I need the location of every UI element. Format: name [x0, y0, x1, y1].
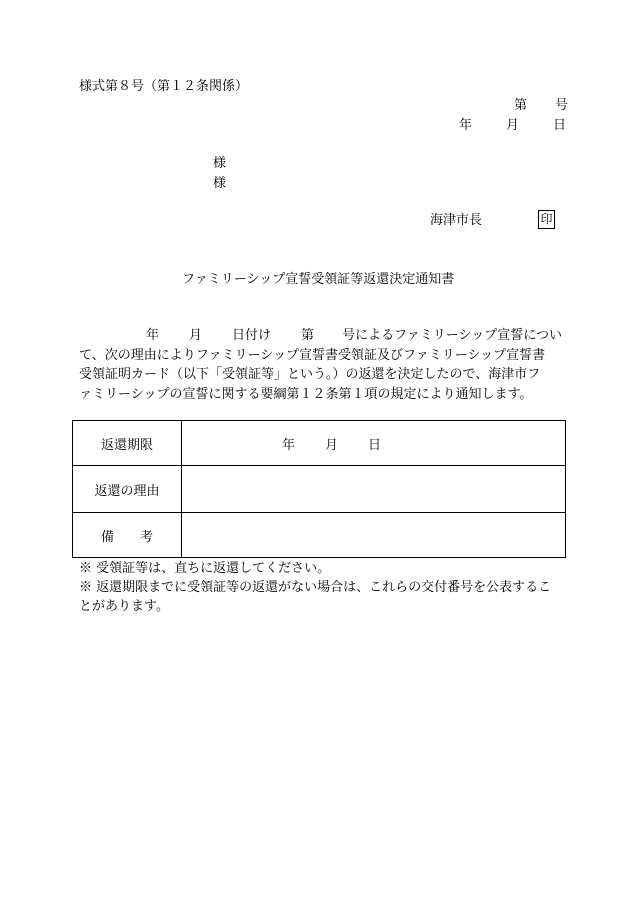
- document-number-line: [514, 98, 568, 114]
- number-suffix: 号: [555, 98, 569, 113]
- number-prefix: 第: [514, 98, 528, 113]
- reason-label: 返還の理由: [73, 466, 182, 513]
- note-1: ※ 受領証等は、直ちに返還してください。: [79, 561, 331, 576]
- body-line-4: ァミリーシップの宣誓に関する要綱第１２条第１項の規定により通知します。: [79, 386, 533, 402]
- reason-value: [182, 466, 566, 513]
- seal-box: 印: [538, 210, 555, 229]
- form-number: 様式第８号（第１２条関係）: [79, 79, 249, 94]
- body-line-2: て、次の理由によりファミリーシップ宣誓書受領証及びファミリーシップ宣誓書: [79, 347, 546, 363]
- body-line-3: 受領証明カード（以下「受領証等」という。）の返還を決定したので、海津市フ: [79, 367, 541, 382]
- date-day: 日: [553, 118, 567, 133]
- date-month: 月: [506, 118, 520, 133]
- note-2-line-2: とがあります。: [79, 599, 169, 614]
- addressee-2: 様: [213, 176, 227, 191]
- body-paragraph: [79, 326, 569, 404]
- note-2-line-1: ※ 返還期限までに受領証等の返還がない場合は、これらの交付番号を公表するこ: [79, 580, 552, 595]
- issuer-name: 海津市長: [430, 213, 483, 228]
- deadline-label: 返還期限: [73, 421, 182, 466]
- body-line-1: 年 月 日付け 第 号によるファミリーシップ宣誓につい: [146, 328, 563, 343]
- table-row-reason: [73, 466, 566, 513]
- remarks-label: 備 考: [73, 513, 182, 558]
- return-info-table: [72, 420, 566, 558]
- date-year: 年: [459, 118, 473, 133]
- table-row-deadline: [73, 421, 566, 466]
- table-row-remarks: [73, 513, 566, 558]
- addressee-1: 様: [213, 156, 227, 171]
- deadline-value: 年 月 日: [182, 421, 566, 466]
- document-title: ファミリーシップ宣誓受領証等返還決定通知書: [182, 272, 455, 287]
- notes: [79, 559, 551, 616]
- issue-date-line: [459, 118, 566, 134]
- remarks-value: [182, 513, 566, 558]
